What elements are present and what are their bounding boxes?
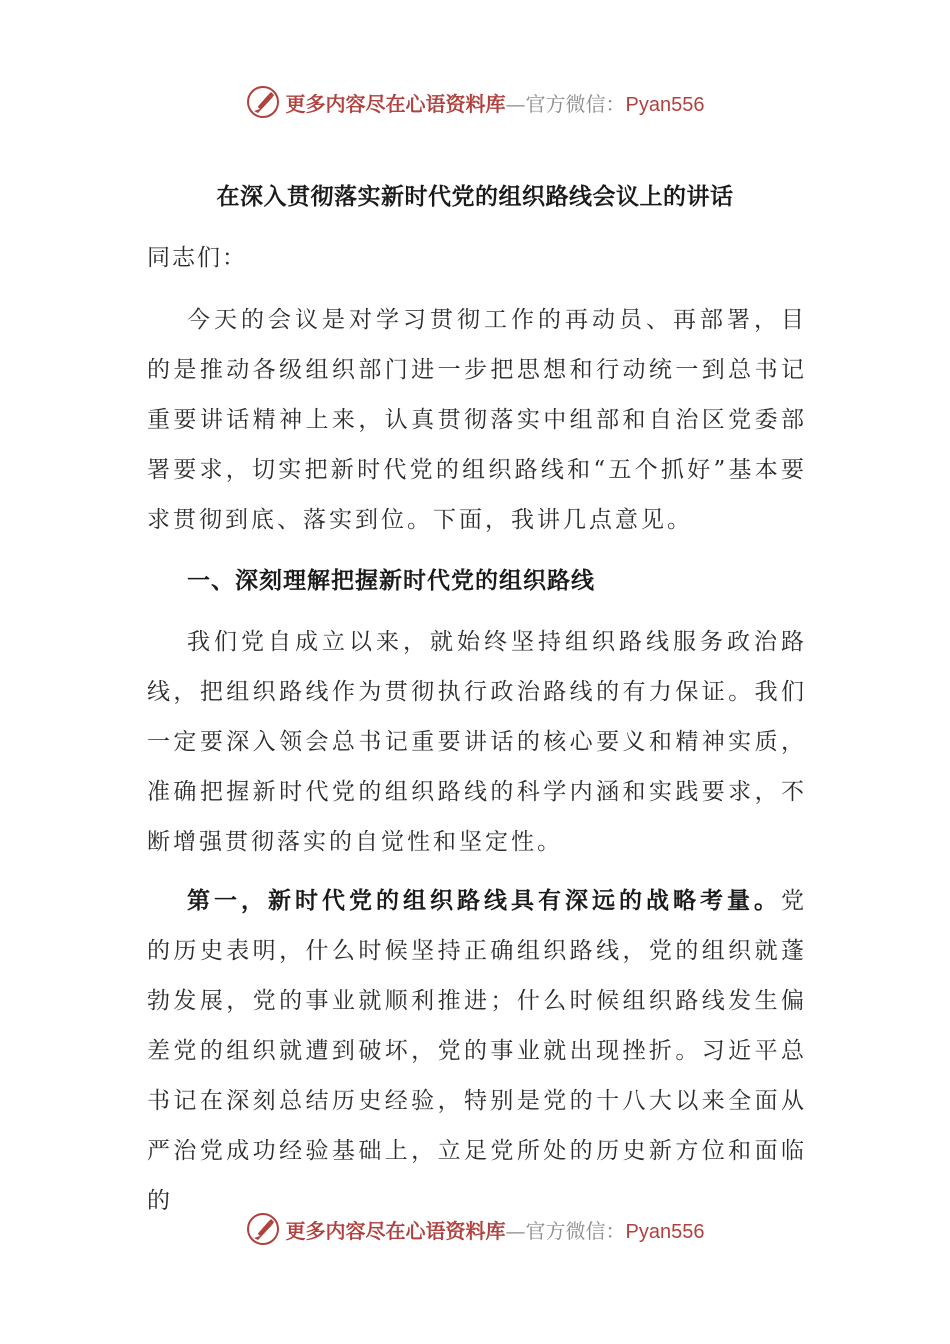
- pen-nib-logo-icon: [246, 1212, 280, 1246]
- banner-red-text: 更多内容尽在心语资料库: [285, 91, 506, 116]
- banner-gray-text: —官方微信：: [505, 91, 626, 116]
- banner-wechat-id: Pyan556: [625, 93, 705, 116]
- salutation: 同志们：: [147, 245, 247, 271]
- paragraph-3-body: 党的历史表明，什么时候坚持正确组织路线，党的组织就蓬勃发展，党的事业就顺利推进；什么时候组织路线发生偏差党的组织就遭到破坏，党的事业就出现挫折。习近平总书记在深刻总结历史经验，特别是党的十八大以来全面从严治党成功经验基础上，立足党所处的历史新方位和面临的: [147, 888, 807, 1214]
- banner-text: [286, 88, 705, 117]
- paragraph-1: 今天的会议是对学习贯彻工作的再动员、再部署，目的是推动各级组织部门进一步把思想和行动统一到总书记重要讲话精神上来，认真贯彻落实中组部和自治区党委部署要求，切实把新时代党的组织路线和“五个抓好”基本要求贯彻到底、落实到位。下面，我讲几点意见。: [147, 307, 807, 533]
- document-title: 在深入贯彻落实新时代党的组织路线会议上的讲话: [216, 183, 734, 210]
- banner-text: [286, 1215, 705, 1244]
- section-heading-1: 一、深刻理解把握新时代党的组织路线: [187, 567, 595, 594]
- paragraph-3: [147, 876, 807, 1226]
- paragraph-2: 我们党自成立以来，就始终坚持组织路线服务政治路线，把组织路线作为贯彻执行政治路线的有力保证。我们一定要深入领会总书记重要讲话的核心要义和精神实质，准确把握新时代党的组织路线的科学内涵和实践要求，不断增强贯彻落实的自觉性和坚定性。: [147, 629, 807, 855]
- pen-nib-logo-icon: [246, 85, 280, 119]
- footer-banner: [0, 1209, 950, 1249]
- banner-gray-text: —官方微信：: [505, 1218, 626, 1243]
- header-banner: [0, 82, 950, 122]
- paragraph-3-lead: 第一，新时代党的组织路线具有深远的战略考量。: [187, 887, 781, 914]
- banner-wechat-id: Pyan556: [625, 1220, 705, 1243]
- banner-red-text: 更多内容尽在心语资料库: [285, 1218, 506, 1243]
